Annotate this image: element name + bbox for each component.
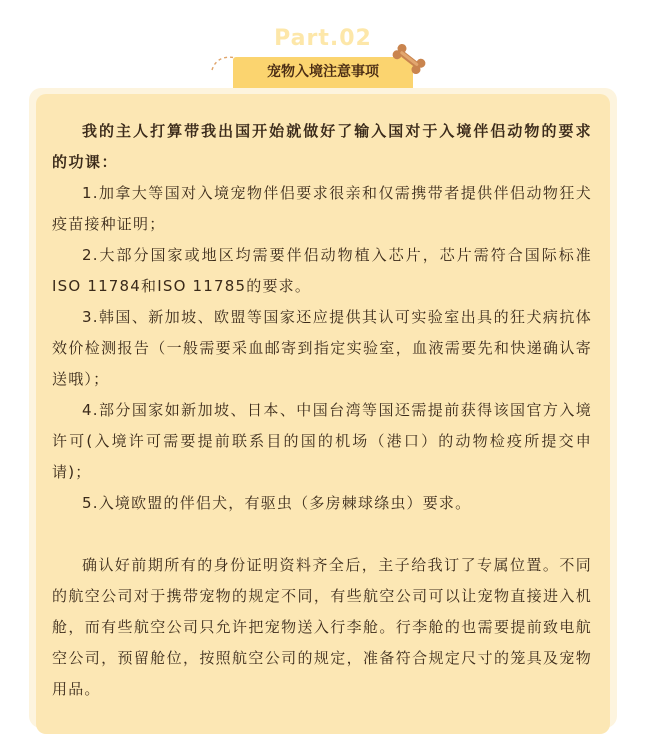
requirement-item-5: 5.入境欧盟的伴侣犬，有驱虫（多房棘球绦虫）要求。 — [82, 494, 472, 512]
closing-paragraph: 确认好前期所有的身份证明资料齐全后，主子给我订了专属位置。不同的航空公司对于携带宠物的规定不同，有些航空公司可以让宠物直接进入机舱，而有些航空公司只允许把宠物送入行李舱。行李舱的也需要提前致电航空公司，预留舱位，按照航空公司的规定，准备符合规定尺寸的笼具及宠物用品。 — [52, 556, 592, 698]
requirement-item-2: 2.大部分国家或地区均需要伴侣动物植入芯片，芯片需符合国际标准ISO 11784和ISO 11785的要求。 — [52, 246, 592, 295]
bone-icon — [389, 42, 429, 76]
section-header — [0, 0, 646, 92]
part-label: Part.02 — [274, 26, 372, 51]
article-body — [52, 116, 592, 705]
requirement-item-1: 1.加拿大等国对入境宠物伴侣要求很亲和仅需携带者提供伴侣动物狂犬疫苗接种证明； — [52, 184, 592, 233]
intro-paragraph: 我的主人打算带我出国开始就做好了输入国对于入境伴侣动物的要求的功课： — [52, 122, 592, 171]
requirement-item-3: 3.韩国、新加坡、欧盟等国家还应提供其认可实验室出具的狂犬病抗体效价检测报告（一般需要采血邮寄到指定实验室，血液需要先和快递确认寄送哦）； — [52, 308, 592, 388]
requirement-item-4: 4.部分国家如新加坡、日本、中国台湾等国还需提前获得该国官方入境许可(入境许可需要提前联系目的国的机场（港口）的动物检疫所提交申请)； — [52, 401, 592, 481]
section-title: 宠物入境注意事项 — [233, 57, 413, 88]
paragraph-spacer — [52, 519, 592, 550]
